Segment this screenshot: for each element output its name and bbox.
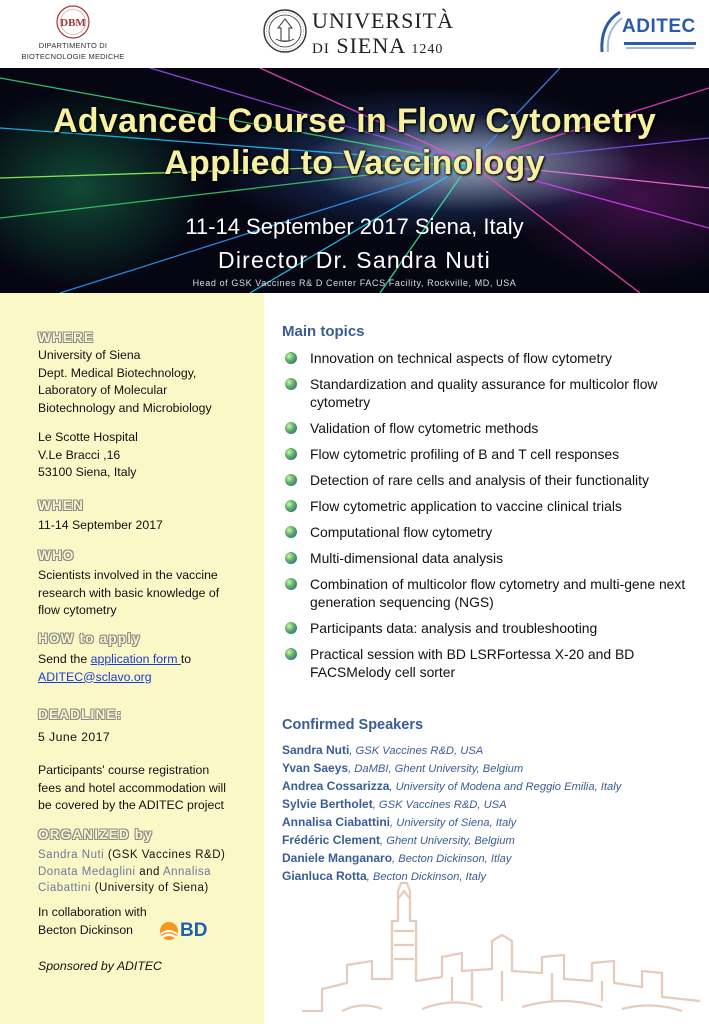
university-year: 1240 [411, 42, 444, 57]
collaboration-line: Becton Dickinson [38, 922, 134, 937]
address-block [38, 429, 138, 482]
speaker-name: Frédéric Clement [282, 833, 381, 847]
topic-text: Combination of multicolor flow cytometry and multi-gene next generation sequencing (NGS) [310, 576, 686, 610]
bullet-icon [285, 622, 297, 634]
topic-text: Detection of rare cells and analysis of their functionality [310, 472, 649, 488]
speaker-item [282, 778, 702, 796]
who-line: Scientists involved in the vaccine [38, 568, 218, 582]
address-line: 53100 Siena, Italy [38, 465, 137, 479]
main-topics-title: Main topics [282, 323, 365, 340]
main-content [264, 293, 709, 1024]
topic-text: Multi-dimensional data analysis [310, 550, 504, 566]
aditec-wordmark: ADITEC [622, 16, 696, 37]
how-suffix: to [180, 652, 192, 666]
speaker-affiliation: , Ghent University, Belgium [380, 835, 515, 847]
topic-text: Computational flow cytometry [310, 524, 493, 540]
where-heading: WHERE [38, 330, 95, 345]
where-line: Biotechnology and Microbiology [38, 400, 212, 415]
topic-item [280, 419, 700, 437]
speaker-affiliation: , Becton Dickinson, Italy [366, 871, 487, 883]
topic-item [280, 575, 700, 611]
topic-item [280, 549, 700, 567]
sponsored-by: Sponsored by ADITEC [38, 959, 162, 973]
bd-sunburst-icon [159, 921, 179, 941]
email-link[interactable]: ADITEC@sclavo.org [38, 669, 152, 684]
where-line: University of Siena [38, 348, 141, 362]
bullet-icon [285, 500, 297, 512]
course-title-line1: Advanced Course in Flow Cytometry [52, 102, 657, 140]
speaker-item [282, 832, 702, 850]
speakers-title: Confirmed Speakers [282, 717, 424, 733]
when-heading: WHEN [38, 498, 85, 513]
how-text [38, 651, 191, 686]
who-heading: WHO [38, 548, 75, 563]
main-topics-list [280, 349, 700, 689]
topic-text: Practical session with BD LSRFortessa X-20 and BD FACSMelody cell sorter [310, 646, 635, 680]
topic-item [280, 523, 700, 541]
speaker-affiliation: , University of Siena, Italy [390, 817, 517, 829]
fees-block [38, 762, 226, 815]
address-line: V.Le Bracci ,16 [38, 447, 121, 462]
speaker-affiliation: , University of Modena and Reggio Emilia, Italy [389, 781, 622, 793]
deadline-heading: DEADLINE: [38, 707, 123, 722]
bullet-icon [285, 422, 297, 434]
organizer-name: Ciabattini [38, 882, 91, 894]
who-line: flow cytometry [38, 603, 117, 617]
topic-item [280, 497, 700, 515]
speaker-name: Yvan Saeys [282, 761, 349, 775]
how-line [38, 651, 191, 669]
organizer-name: Donata Medaglini [38, 865, 136, 878]
speaker-name: Daniele Manganaro [282, 851, 393, 865]
organizer-affiliation: (University of Siena) [90, 882, 209, 894]
topic-item [280, 375, 700, 411]
dbm-dept-line1: DIPARTIMENTO DI [38, 41, 108, 50]
topic-text: Participants data: analysis and troubleshooting [310, 620, 598, 636]
speaker-name: Sylvie Bertholet [282, 797, 373, 811]
university-seal-icon [262, 8, 308, 54]
how-prefix: Send the [38, 652, 91, 666]
course-dates: 11-14 September 2017 Siena, Italy [185, 214, 524, 239]
logo-bar [0, 0, 709, 68]
university-siena-logo [262, 6, 462, 60]
bd-wordmark: BD [180, 920, 208, 941]
who-line: research with basic knowledge of [38, 585, 220, 600]
aditec-swoosh-icon [598, 10, 624, 54]
dbm-mark: DBM [60, 17, 86, 29]
fees-line: be covered by the ADITEC project [38, 798, 224, 812]
aditec-logo [598, 10, 698, 58]
bullet-icon [285, 648, 297, 660]
speaker-item [282, 814, 702, 832]
speaker-affiliation: , Becton Dickinson, Itlay [392, 853, 512, 865]
topic-text: Flow cytometric profiling of B and T cell responses [310, 446, 620, 462]
siena-skyline-illustration [302, 861, 702, 1021]
topic-text: Standardization and quality assurance for multicolor flow cytometry [310, 376, 658, 410]
speaker-name: Gianluca Rotta [282, 869, 367, 883]
speaker-name: Sandra Nuti [282, 743, 350, 757]
when-text: 11-14 September 2017 [38, 518, 163, 532]
dbm-dept-line2: BIOTECNOLOGIE MEDICHE [21, 51, 125, 61]
title-banner [0, 68, 709, 293]
bullet-icon [285, 552, 297, 564]
fees-line: fees and hotel accommodation will [38, 780, 226, 795]
bullet-icon [285, 448, 297, 460]
topic-text: Validation of flow cytometric methods [310, 420, 539, 436]
dbm-seal-icon [52, 4, 94, 40]
organized-heading: ORGANIZED by [38, 827, 153, 842]
director-role: Head of GSK Vaccines R& D Center FACS Facility, Rockville, MD, USA [192, 278, 517, 288]
topic-item [280, 619, 700, 637]
bullet-icon [285, 474, 297, 486]
where-block [38, 347, 212, 417]
topic-item [280, 471, 700, 489]
organizer-name: Annalisa [162, 865, 212, 878]
topic-item [280, 645, 700, 681]
deadline-date: 5 June 2017 [38, 730, 111, 744]
who-block [38, 567, 219, 620]
dbm-logo [18, 4, 128, 61]
topic-text: Innovation on technical aspects of flow cytometry [310, 350, 612, 366]
bullet-icon [285, 352, 297, 364]
university-di: DI [312, 41, 330, 57]
university-name: UNIVERSITÀ [312, 8, 454, 33]
organizer-and: and [135, 865, 163, 878]
speaker-affiliation: , GSK Vaccines R&D, USA [349, 745, 484, 757]
collaboration-block [38, 904, 147, 939]
fees-line: Participants' course registration [38, 763, 210, 777]
course-title-line2: Applied to Vaccinology [164, 144, 545, 182]
topic-item [280, 445, 700, 463]
organizers-block [38, 847, 225, 897]
aditec-rule [624, 42, 696, 45]
organizer-name: Sandra Nuti [38, 849, 105, 861]
university-siena: SIENA [336, 33, 405, 58]
speaker-affiliation: , DaMBI, Ghent University, Belgium [348, 763, 524, 775]
organizer-affiliation: (GSK Vaccines R&D) [104, 849, 226, 861]
info-sidebar [0, 293, 264, 1024]
university-city [312, 33, 443, 59]
topic-text: Flow cytometric application to vaccine clinical trials [310, 498, 622, 514]
bd-logo [159, 920, 215, 942]
speaker-name: Annalisa Ciabattini [282, 815, 391, 829]
where-line: Laboratory of Molecular [38, 383, 168, 397]
speaker-affiliation: , GSK Vaccines R&D, USA [372, 799, 507, 811]
address-line: Le Scotte Hospital [38, 430, 138, 444]
bullet-icon [285, 378, 297, 390]
how-heading: HOW to apply [38, 631, 141, 646]
bullet-icon [285, 526, 297, 538]
aditec-subrule [626, 47, 694, 49]
speaker-name: Andrea Cossarizza [282, 779, 390, 793]
application-form-link[interactable]: application form [90, 652, 181, 666]
speaker-item [282, 796, 702, 814]
topic-item [280, 349, 700, 367]
speaker-item [282, 742, 702, 760]
course-director: Director Dr. Sandra Nuti [218, 247, 491, 273]
speaker-item [282, 760, 702, 778]
bullet-icon [285, 578, 297, 590]
collaboration-line: In collaboration with [38, 905, 147, 919]
where-line: Dept. Medical Biotechnology, [38, 365, 197, 380]
